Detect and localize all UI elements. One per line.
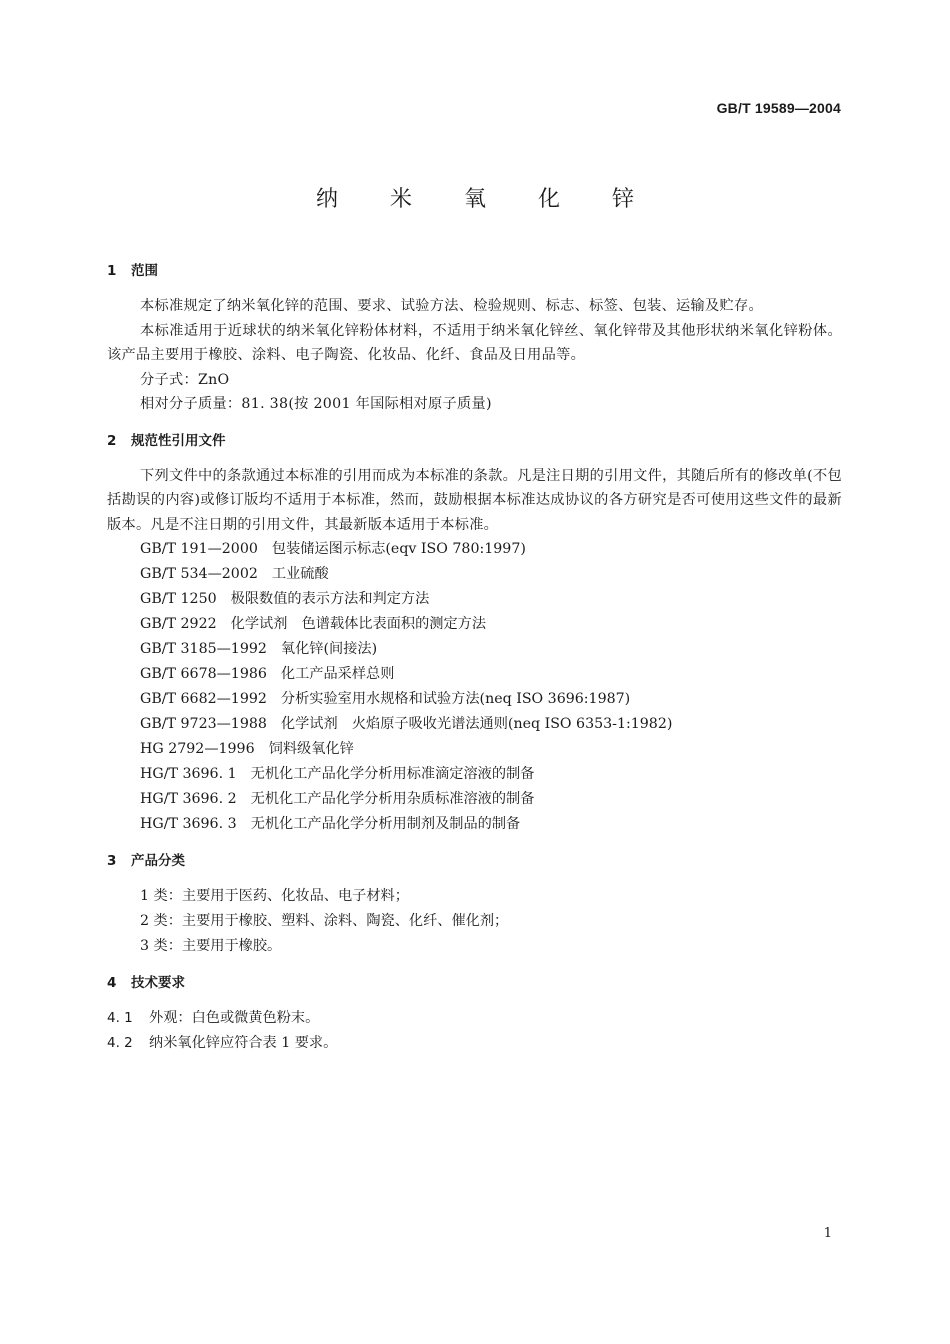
molecular-mass: 相对分子质量：81. 38(按 2001 年国际相对原子质量): [140, 396, 492, 412]
reference-item: [107, 587, 842, 612]
reference-code: GB/T 1250: [140, 591, 217, 607]
section-title: 技术要求: [131, 975, 185, 991]
section-heading-scope: [107, 260, 842, 282]
reference-item: [107, 687, 842, 712]
standard-number: GB/T 19589—2004: [716, 100, 841, 116]
reference-title: 化学试剂 火焰原子吸收光谱法通则(neq ISO 6353-1:1982): [280, 716, 673, 732]
reference-code: HG/T 3696. 2: [140, 791, 237, 807]
reference-item: [107, 562, 842, 587]
reference-item: [107, 762, 842, 787]
document-body: [107, 260, 842, 1056]
reference-item: [107, 812, 842, 837]
reference-title: 无机化工产品化学分析用制剂及制品的制备: [250, 816, 521, 832]
reference-code: HG/T 3696. 3: [140, 816, 237, 832]
reference-title: 分析实验室用水规格和试验方法(neq ISO 3696:1987): [280, 691, 631, 707]
reference-title: 无机化工产品化学分析用杂质标准溶液的制备: [250, 791, 535, 807]
subclause-text: 纳米氧化锌应符合表 1 要求。: [149, 1035, 338, 1051]
section-title: 规范性引用文件: [131, 432, 226, 449]
page-number: 1: [823, 1226, 832, 1241]
reference-code: GB/T 3185—1992: [140, 641, 267, 657]
reference-item: [107, 737, 842, 762]
reference-title: 无机化工产品化学分析用标准滴定溶液的制备: [250, 766, 535, 782]
section-heading-classification: [107, 850, 842, 872]
reference-code: GB/T 191—2000: [140, 541, 258, 557]
subclause: [107, 1031, 842, 1056]
paragraph: 下列文件中的条款通过本标准的引用而成为本标准的条款。凡是注日期的引用文件，其随后所有的修改单(不包括勘误的内容)或修订版均不适用于本标准，然而，鼓励根据本标准达成协议的各方研究是否可使用这些文件的最新版本。凡是不注日期的引用文件，其最新版本适用于本标准。: [107, 467, 842, 533]
section-title: 范围: [131, 263, 158, 279]
reference-title: 工业硫酸: [271, 566, 329, 582]
subclause-text: 外观：白色或微黄色粉末。: [149, 1010, 320, 1026]
reference-code: GB/T 6678—1986: [140, 666, 267, 682]
reference-title: 包装储运图示标志(eqv ISO 780:1997): [271, 541, 526, 557]
classification-item: 2 类：主要用于橡胶、塑料、涂料、陶瓷、化纤、催化剂；: [140, 913, 509, 929]
section-number: 1: [107, 263, 117, 279]
reference-code: HG/T 3696. 1: [140, 766, 237, 782]
reference-title: 化工产品采样总则: [280, 666, 395, 682]
subclause: [107, 1006, 842, 1031]
section-title: 产品分类: [131, 853, 185, 869]
section-number: 4: [107, 975, 117, 991]
section-number: 2: [107, 432, 117, 449]
classification-item: 1 类：主要用于医药、化妆品、电子材料；: [140, 888, 409, 904]
section-number: 3: [107, 853, 117, 869]
section-heading-technical-requirements: [107, 972, 842, 994]
reference-title: 化学试剂 色谱载体比表面积的测定方法: [230, 616, 487, 632]
reference-item: [107, 712, 842, 737]
reference-item: [107, 787, 842, 812]
reference-title: 饲料级氧化锌: [268, 741, 354, 757]
reference-item: [107, 662, 842, 687]
reference-code: GB/T 2922: [140, 616, 217, 632]
reference-title: 极限数值的表示方法和判定方法: [230, 591, 430, 607]
paragraph: 本标准适用于近球状的纳米氧化锌粉体材料，不适用于纳米氧化锌丝、氧化锌带及其他形状纳米氧化锌粉体。该产品主要用于橡胶、涂料、电子陶瓷、化妆品、化纤、食品及日用品等。: [107, 322, 842, 363]
reference-code: GB/T 9723—1988: [140, 716, 267, 732]
reference-item: [107, 637, 842, 662]
subclause-number: 4. 2: [107, 1035, 133, 1051]
reference-title: 氧化锌(间接法): [280, 641, 378, 657]
section-heading-normative-references: [107, 430, 842, 452]
reference-code: GB/T 534—2002: [140, 566, 258, 582]
reference-code: HG 2792—1996: [140, 741, 255, 757]
subclause-number: 4. 1: [107, 1010, 133, 1026]
classification-item: 3 类：主要用于橡胶。: [140, 938, 282, 954]
reference-item: [107, 612, 842, 637]
molecular-formula: 分子式：ZnO: [140, 371, 230, 388]
page-title: 纳米氧化锌: [315, 187, 686, 212]
paragraph: 本标准规定了纳米氧化锌的范围、要求、试验方法、检验规则、标志、标签、包装、运输及贮存。: [140, 298, 763, 314]
reference-code: GB/T 6682—1992: [140, 691, 267, 707]
reference-item: [107, 537, 842, 562]
